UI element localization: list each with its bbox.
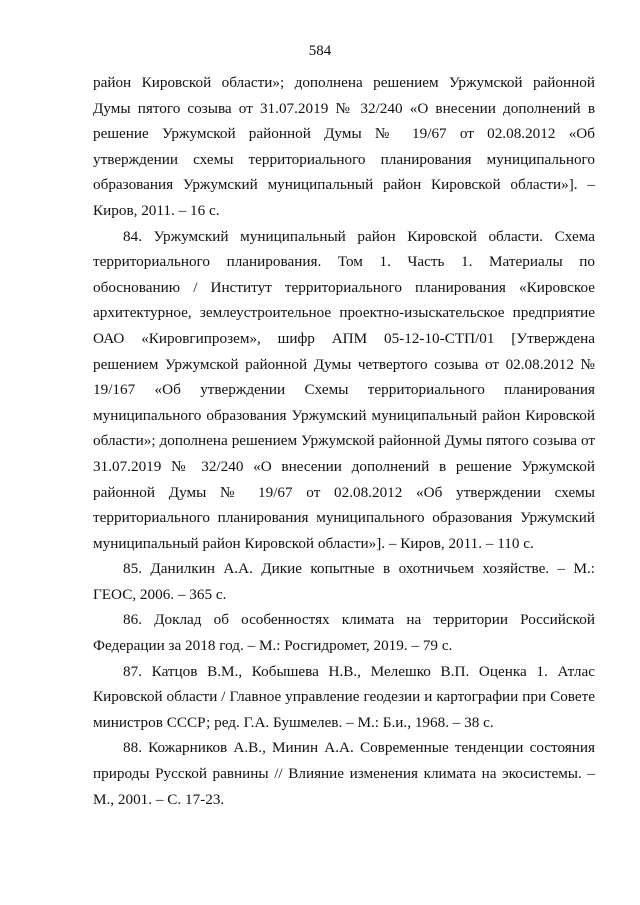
page-number: 584 xyxy=(308,43,332,59)
reference-continuation: район Кировской области»; дополнена решением Уржумской районной Думы пятого созыва от 31.07.2019 № 32/240 «О внесении дополнений в решение Уржумской районной Думы № 19/67 от 02.08.2012 «Об утверждении схемы территориального планирования муниципального образования Уржумский муниципальный район Кировской области»]. – Киров, 2011. – 16 с. xyxy=(93,74,595,219)
reference-item-84: 84. Уржумский муниципальный район Кировской области. Схема территориального планирования. Том 1. Часть 1. Материалы по обоснованию / Институт территориального планирования «Кировское архитектурное, землеустроительное проектно-изыскательское предприятие ОАО «Кировгипрозем», шифр АПМ 05-12-10-СТП/01 [Утверждена решением Уржумской районной Думы четвертого созыва от 02.08.2012 № 19/167 «Об утверждении Схемы территориального планирования муниципального образования Уржумский муниципальный район Кировской области»; дополнена решением Уржумской районной Думы пятого созыва от 31.07.2019 № 32/240 «О внесении дополнений в решение Уржумской районной Думы № 19/67 от 02.08.2012 «Об утверждении схемы территориального планирования муниципального образования Уржумский муниципальный район Кировской области»]. – Киров, 2011. – 110 с. xyxy=(93,227,595,552)
reference-item-86: 86. Доклад об особенностях климата на территории Российской Федерации за 2018 год. – М.: Росгидромет, 2019. – 79 с. xyxy=(93,611,595,655)
reference-item-88: 88. Кожарников А.В., Минин А.А. Современные тенденции состояния природы Русской равнины // Влияние изменения климата на экосистемы. – М., 2001. – С. 17-23. xyxy=(93,739,595,808)
references-list xyxy=(93,70,595,812)
reference-item-85: 85. Данилкин А.А. Дикие копытные в охотничьем хозяйстве. – М.: ГЕОС, 2006. – 365 с. xyxy=(93,560,595,603)
reference-item-87: 87. Катцов В.М., Кобышева Н.В., Мелешко В.П. Оценка 1. Атлас Кировской области / Главное управление геодезии и картографии при Совете министров СССР; ред. Г.А. Бушмелев. – М.: Б.и., 1968. – 38 с. xyxy=(93,662,595,731)
